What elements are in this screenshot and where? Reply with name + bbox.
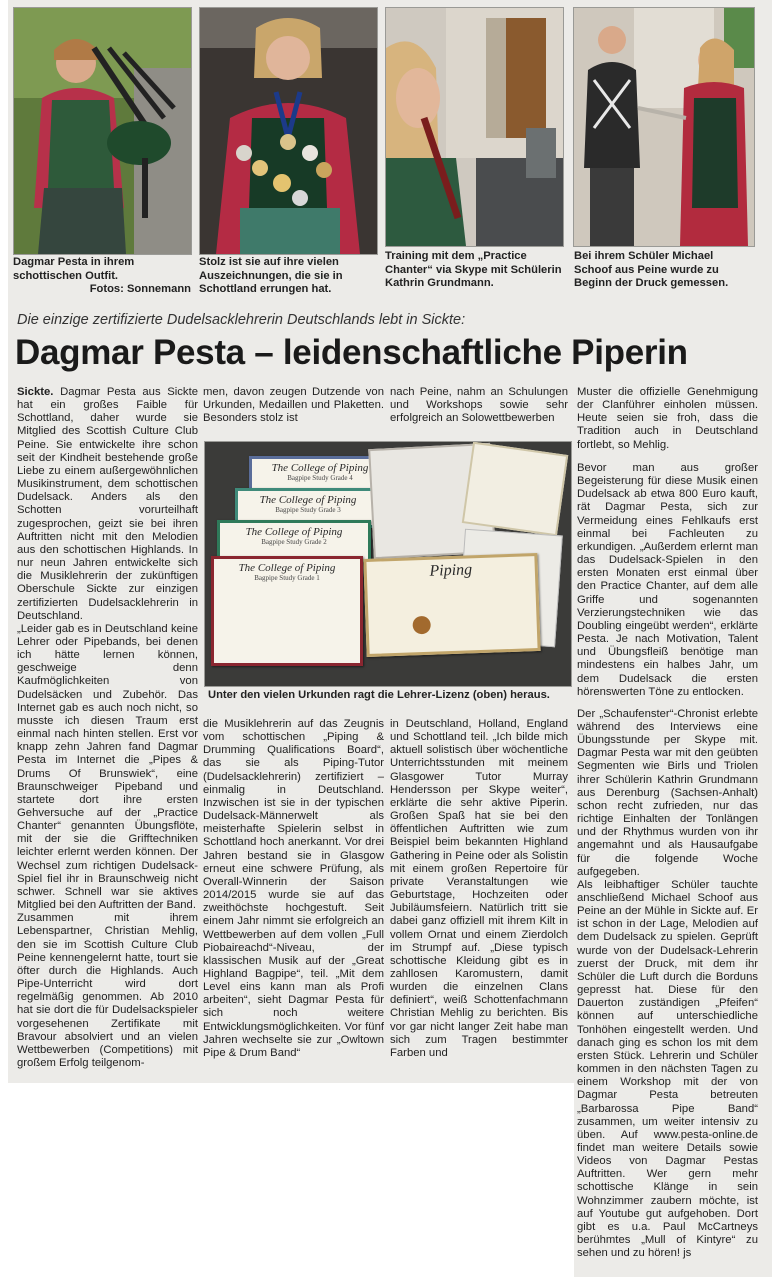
article-column-3-top: nach Peine, nahm an Schulungen und Workshops sowie sehr erfolgreich an Solowettbewerben bbox=[390, 386, 568, 425]
certificate-title: Piping bbox=[429, 561, 473, 580]
piper-photo-illustration bbox=[14, 8, 191, 254]
photo-2-caption: Stolz ist sie auf ihre vielen Auszeichnungen, die sie in Schottland errungen hat. bbox=[199, 256, 343, 296]
paragraph: Als leibhaftiger Schüler tauchte anschließend Michael Schoof aus Peine an der Mühle in Sickte auf. Er ist schon in der Lage, Melodien auf dem Dudelsack zu spielen. Geprüft wurde von der Dudelsack-Lehrerin zuerst der Druck, mit dem ihr Schüler die Luft durch die Borduns gepresst hat. Diese für den Dauerton zuständigen „Pfeifen“ können auf unterschiedliche Tonhöhen eingestellt werden. Und danach ging es schon los mit dem ersten Stück. Lehrerin und Schüler kommen in den nächsten Tagen zu einem Workshop mit der von Dagmar Pesta betreuten „Barbarossa Pipe Band“ zusammen, um weiter intensiv zu üben. Auf www.pesta-online.de findet man weitere Details sowie Videos von Dagmar Pestas Auftritten. Wer gern mehr schottische Klänge in sein Wohnzimmer zaubern möchte, ist auf Youtube gut aufgehoben. Dort gibt es u.a. Paul McCartneys berühmtes „Mull of Kintyre“ zu sehen und zu hören! js bbox=[577, 878, 758, 1260]
paragraph: Dagmar Pesta aus Sickte hat ein großes Faible für Schottland, daher wurde sie Mitglied des Scottish Culture Club Peine. Sie entwickelte ihre schon seit der Kindheit bestehende große Liebe zu einem außergewöhnlichen Musikinstrument, dem schottischen Dudelsack. Anders als den Schotten vorurteilhaft zugesprochen, geizt sie bei ihren Auftritten nicht mit den Melodien aus den schottischen Highlands. In nur neun Jahren entwickelte sich die Musiklehrerin der zukünftigen Oberschule Sickte zur einzigen zertifizierten Dudelsacklehrerin in Deutschland. bbox=[17, 386, 198, 622]
paragraph: Bevor man aus großer Begeisterung für diese Musik einen Dudelsack ab etwa 800 Euro kauft, rät Dagmar Pesta, sich zur Vermeidung eines Fehlkaufs erst einmal bei Fachleuten zu erkundigen. „Außerdem erlernt man das Dudelsack-Spielen in den ersten Monaten erst einmal über den Practice Chanter, auf dem alle Griffe und sogenannten Verzierungstechniken wie das Doubling eingeübt werden“, erklärte Pesta. Je nach Motivation, Talent und Übungsfleiß benötige man mindestens ein halbes Jahr, um dem Dudelsack die ersten hörenswerten Töne zu entlocken. bbox=[577, 462, 758, 698]
certificate-title: The College of Piping bbox=[271, 462, 369, 474]
article-column-3: in Deutschland, Holland, England und Schottland teil. „Ich bilde mich aktuell solistisch über wöchentliche Unterrichtsstunden mit meinem Glasgower Tutor Murray Hendersson per Skype weiter“, erklärte die sehr aktive Piperin. Großen Spaß hat sie bei den öffentlichen Auftritten wie zum Beispiel beim bekannten Highland Gathering in Peine oder als Solistin mit einem großen Repertoire für private Veranstaltungen wie Geburtstage, Hochzeiten oder Jubiläumsfeiern. Natürlich tritt sie dabei ganz offiziell mit ihrem Kilt in vollem Ornat und einem Zierdolch im Strumpf auf. „Diese typisch schottische Kleidung gibt es in zahllosen Karomustern, damit wurden die einzelnen Clans definiert“, weiß Schottenfachmann Christian Mehlig zu berichten. Bis vor gar nicht langer Zeit habe man sich zum Tragen bestimmter Farben und bbox=[390, 718, 568, 1059]
dateline: Sickte. bbox=[17, 386, 54, 398]
certificate-grade: Bagpipe Study Grade 2 bbox=[261, 538, 327, 546]
medals-photo-illustration bbox=[200, 8, 377, 254]
photo-medals bbox=[199, 7, 378, 255]
photo-pressure-test bbox=[573, 7, 755, 247]
article-column-2-top: men, davon zeugen Dutzende von Urkunden, Medaillen und Plaketten. Besonders stolz ist bbox=[203, 386, 384, 425]
pressure-photo-illustration bbox=[574, 8, 754, 246]
kicker-line: Die einzige zertifizierte Dudelsacklehrerin Deutschlands lebt in Sickte: bbox=[17, 312, 466, 328]
certificates-caption: Unter den vielen Urkunden ragt die Lehrer-Lizenz (oben) heraus. bbox=[208, 689, 550, 701]
certificate-grade: Bagpipe Study Grade 4 bbox=[287, 474, 353, 482]
photo-credit: Fotos: Sonnemann bbox=[89, 283, 191, 296]
paragraph: Zusammen mit ihrem Lebenspartner, Christian Mehlig, den sie im Scottish Culture Club Peine kennengelernt hatte, tourt sie öfter durch die Highlands. Auch Pipe-Unterricht wird dort regelmäßig genommen. Ab 2010 hat sie dort die für Dudelsackspieler vorgesehenen Zertifikate mit Bravour absolviert und an vielen Wettbewerben (Competitions) mit großem Erfolg teilgenom- bbox=[17, 912, 198, 1069]
certificate bbox=[211, 556, 363, 666]
seal-icon bbox=[412, 616, 431, 635]
certificate-title: The College of Piping bbox=[259, 494, 357, 506]
certificate-plain bbox=[462, 442, 568, 537]
article-column-1 bbox=[17, 386, 198, 1076]
certificates-photo bbox=[204, 441, 572, 687]
certificate-grade: Bagpipe Study Grade 3 bbox=[275, 506, 341, 514]
photo-4-caption: Bei ihrem Schüler Michael Schoof aus Peine wurde zu Beginn der Druck gemessen. bbox=[574, 250, 729, 290]
headline: Dagmar Pesta – leidenschaftliche Piperin bbox=[15, 333, 688, 372]
certificate-teacher-license bbox=[363, 553, 540, 657]
certificate-title: The College of Piping bbox=[245, 526, 343, 538]
paragraph: „Leider gab es in Deutschland keine Lehrer oder Pipebands, bei denen ich hätte lernen können, geschweige denn Kaufmöglichkeiten von Dudelsäcken und Zubehör. Das Internet gab es auch noch nicht, so musste ich diesen Traum erst einmal nach hinten stellen. Erst vor knapp zehn Jahren fand Dagmar Pesta im Internet die „Pipes & Drums Of Brunswiek“, eine Braunschweiger Pipeband und startete dort ihre ersten Gehversuche auf der „Practice Chanter“ genannten Übungsflöte, mit der sie die Grifftechniken leichter erlernt werden können. Der Wechsel zum richtigen Dudelsack-Spiel fiel ihr in Braunschweig nicht schwer. Schnell war sie aktives Mitglied bei den Auftritten der Band. bbox=[17, 622, 198, 912]
skype-photo-illustration bbox=[386, 8, 563, 246]
photo-1-caption bbox=[13, 256, 191, 297]
photo-piper-outfit bbox=[13, 7, 192, 255]
caption-text: Dagmar Pesta in ihrem schottischen Outfit. bbox=[13, 256, 135, 282]
paragraph: Der „Schaufenster“-Chronist erlebte während des Interviews eine Übungsstunde per Skype mit. Dagmar Pesta war mit den geübten Segmenten wie Birls und Triolen ihrer Schülerin Kathrin Grundmann aus Derenburg (Sachsen-Anhalt) schon recht zufrieden, nur das richtige Einhalten der Tonlängen und der Rhythmus wurden von ihr angemahnt und als Hausaufgabe für die folgende Woche aufgegeben. bbox=[577, 707, 758, 878]
certificate-title: The College of Piping bbox=[238, 562, 336, 574]
article-column-2: die Musiklehrerin auf das Zeugnis vom schottischen „Piping & Drumming Qualifications Board“, das sie als Piping-Tutor (Dudelsacklehrerin) zertifiziert – einmalig in Deutschland. Inzwischen ist sie in der typischen Dudelsack-Männerwelt als meisterhafte Spielerin selbst in Schottland hoch anerkannt. Vor drei Jahren bestand sie in Glasgow erneut eine schwere Prüfung, als Overall-Winnerin der Saison 2014/2015 wurde sie auf das zweithöchste hochgestuft. Seit einem Jahr nimmt sie erfolgreich an Wettbewerben auf dem vollen „Full Piobaireachd“-Niveau, der klassischen Musik auf der „Great Highland Bagpipe“, teil. „Mit dem Level eins kann man als Profi arbeiten“, sieht Dagmar Pesta für sich noch weitere Entwicklungsmöglichkeiten. Vor fünf Jahren wechselte sie zur „Owltown Pipe & Drum Band“ bbox=[203, 718, 384, 1059]
photo-3-caption: Training mit dem „Practice Chanter“ via Skype mit Schülerin Kathrin Grundmann. bbox=[385, 250, 562, 290]
article-column-4-top: Muster die offizielle Genehmigung der Clanführer einholen müssen. Heute seien sie froh, dass die Tradition auch in Deutschland fortlebt, so Mehlig. bbox=[577, 386, 758, 451]
photo-skype-training bbox=[385, 7, 564, 247]
certificate-grade: Bagpipe Study Grade 1 bbox=[254, 574, 320, 582]
article-column-4 bbox=[577, 462, 758, 1274]
